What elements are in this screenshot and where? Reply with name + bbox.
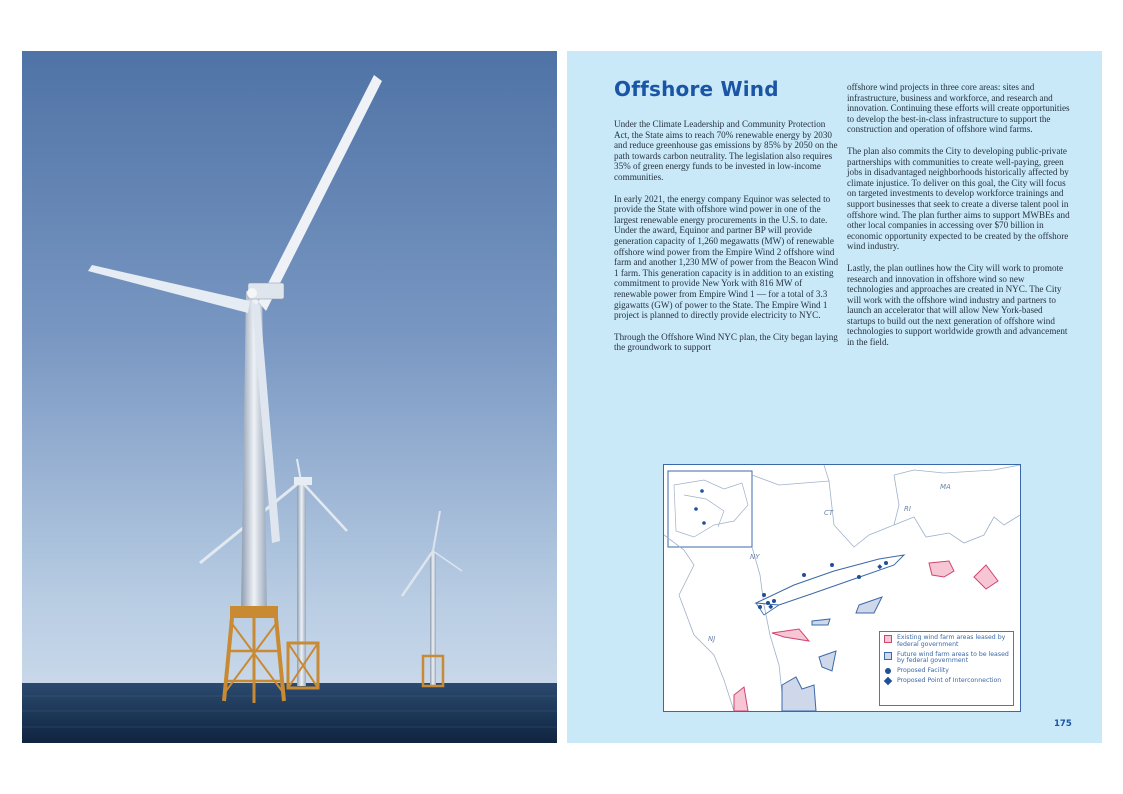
label-ct: CT xyxy=(824,509,834,517)
legend-facility: Proposed Facility xyxy=(884,668,1009,675)
paragraph: Through the Offshore Wind NYC plan, the City began laying the groundwork to support xyxy=(614,331,838,353)
pink-swatch-icon xyxy=(884,635,892,643)
wind-turbines-photo xyxy=(22,51,557,743)
future-lease-areas xyxy=(782,597,882,711)
legend-interconnection: Proposed Point of Interconnection xyxy=(884,678,1009,685)
diamond-icon xyxy=(884,677,892,685)
text-column-right xyxy=(847,82,1072,359)
paragraph: The plan also commits the City to developing public-private partnerships with communities to create well-paying, green jobs in disadvantaged neighborhoods historically affected by climate injustice. To deliver on this goal, the City will focus on targeted investments to develop workforce trainings and support businesses that seek to create a diverse talent pool in offshore wind. The plan further aims to support MWBEs and other local companies in accessing over $70 billion in economic opportunity expected to be created by the offshore wind industry. xyxy=(847,145,1070,252)
offshore-wind-map xyxy=(663,464,1021,712)
label-ny: NY xyxy=(750,553,760,561)
article-panel xyxy=(567,51,1102,743)
text-column-left xyxy=(614,119,839,364)
page-number: 175 xyxy=(1054,719,1072,729)
paragraph: offshore wind projects in three core areas: sites and infrastructure, business and workforce, and research and innovation. Continuing these efforts will create opportunities to develop the best-in-class infrastructure to support the construction and operation of offshore wind farms. xyxy=(847,82,1070,135)
label-ma: MA xyxy=(940,483,951,491)
label-nj: NJ xyxy=(708,635,716,643)
legend-existing: Existing wind farm areas leased by federal government xyxy=(884,635,1009,649)
label-ri: RI xyxy=(904,505,911,513)
paragraph: Under the Climate Leadership and Community Protection Act, the State aims to reach 70% renewable energy by 2030 and reduce greenhouse gas emissions by 85% by 2050 on the path towards carbon neutrality. The legislation also requires 35% of green energy funds to be invested in low-income communities. xyxy=(614,119,838,182)
legend-future: Future wind farm areas to be leased by federal government xyxy=(884,652,1009,666)
paragraph: In early 2021, the energy company Equinor was selected to provide the State with offshore wind power in one of the largest renewable energy procurements in the U.S. to date. Under the award, Equinor and partner BP will provide generation capacity of 1,260 megawatts (MW) of renewable offshore wind power from the Empire Wind 2 offshore wind farm and another 1,230 MW of power from the Beacon Wind 1 farm. This generation capacity is in addition to an existing commitment to provide New York with 816 MW of renewable power from Empire Wind 1 — for a total of 3.3 gigawatts (GW) of power to the State. The Empire Wind 1 project is planned to directly provide electricity to NYC. xyxy=(614,193,839,321)
map-legend xyxy=(879,631,1014,706)
blue-swatch-icon xyxy=(884,652,892,660)
paragraph: Lastly, the plan outlines how the City will work to promote research and innovation in offshore wind so new technologies and approaches are created in NYC. The City will work with the offshore wind industry and partners to launch an accelerator that will allow New York-based startups to build out the next generation of offshore wind technologies to support worldwide growth and advancement in the field. xyxy=(847,262,1068,348)
dot-icon xyxy=(885,668,891,674)
inset-map xyxy=(668,471,752,547)
page-title: Offshore Wind xyxy=(614,77,779,101)
